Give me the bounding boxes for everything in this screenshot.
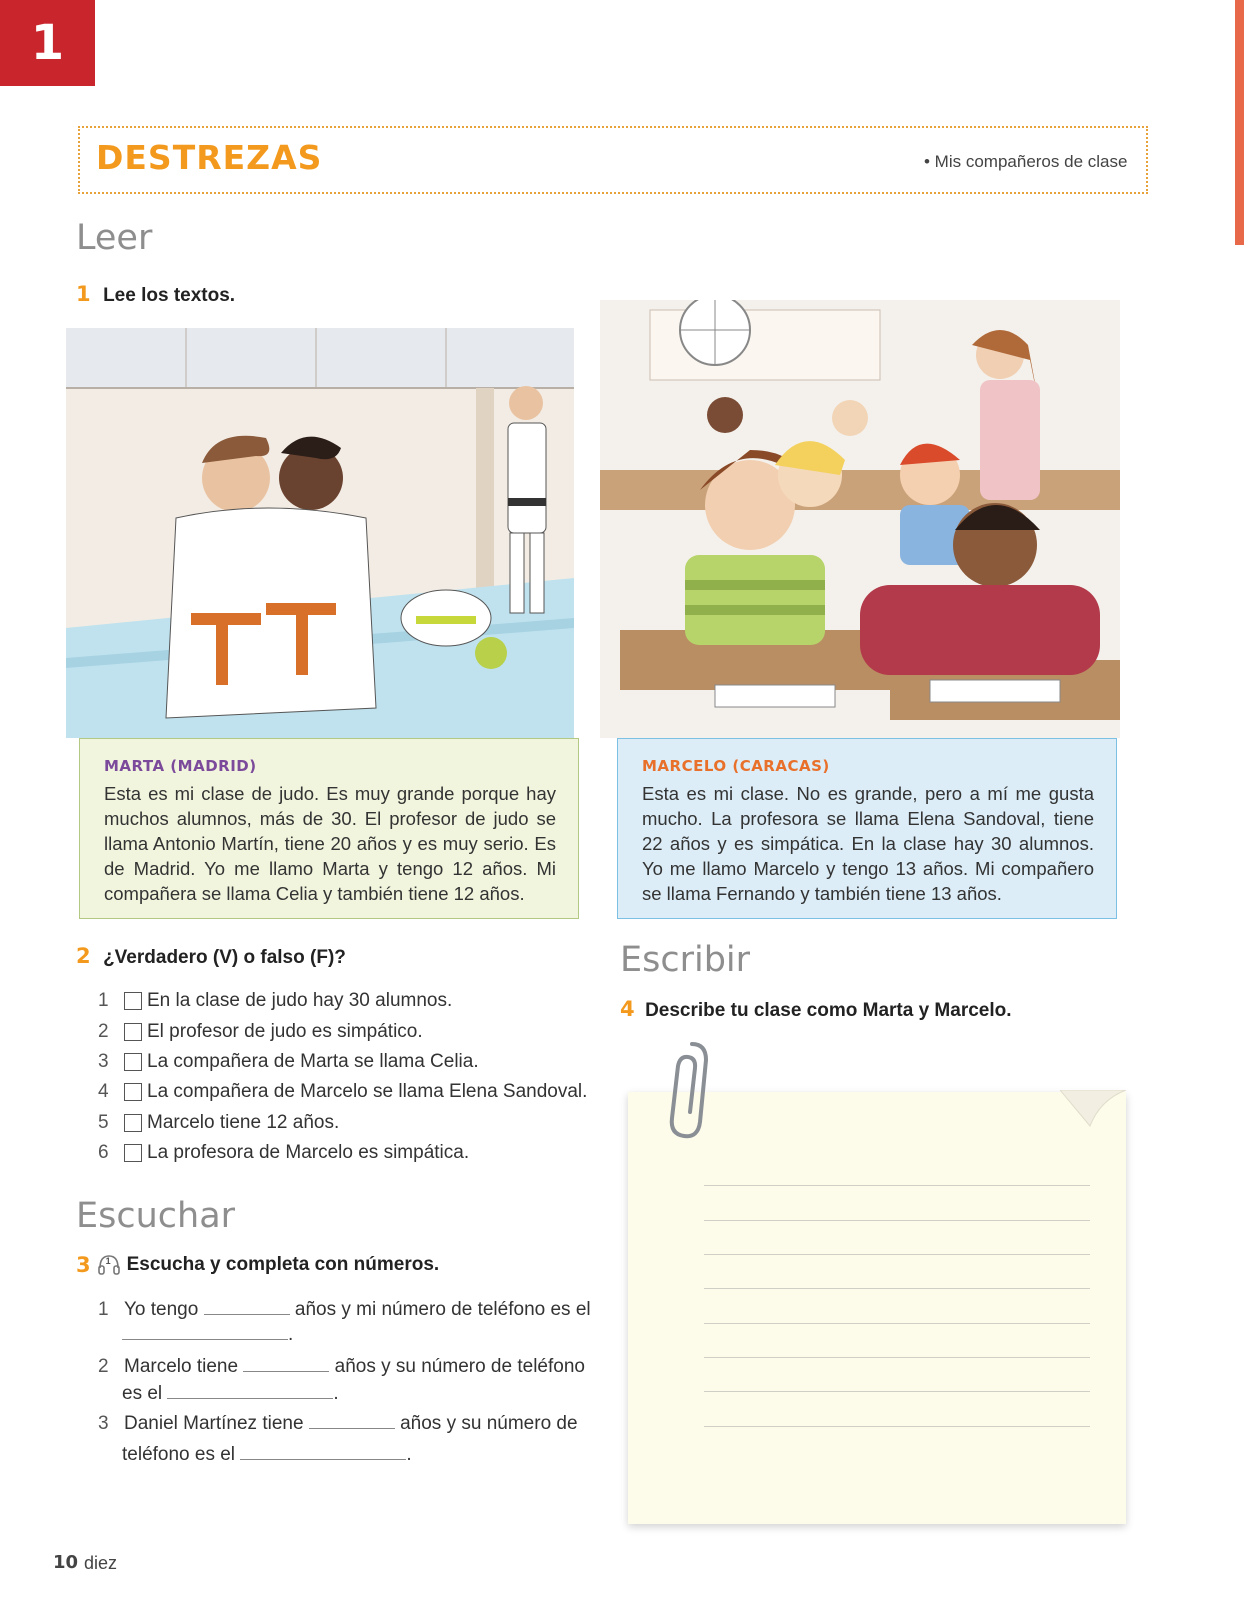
item-text: En la clase de judo hay 30 alumnos. (147, 990, 453, 1012)
exercise-1 (76, 282, 235, 307)
list-item (98, 1016, 588, 1046)
exercise-instruction: Escucha y completa con números. (126, 1254, 440, 1275)
answer-blank[interactable] (122, 1338, 288, 1340)
writing-line[interactable] (704, 1357, 1090, 1358)
text-body-marcelo: Esta es mi clase. No es grande, pero a mí me gusta mucho. La profesora se llama Elena Sandoval, tiene 22 años y es simpática. En la clase hay 30 alumnos. Yo me llamo Marcelo y tengo 13 años. Mi compañero se llama Fernando y también tiene 13 años. (642, 783, 1094, 904)
exercise-number: 2 (76, 944, 91, 968)
fill-item-2 (98, 1356, 585, 1378)
answer-checkbox[interactable] (124, 1114, 142, 1132)
exercise-instruction: Describe tu clase como Marta y Marcelo. (645, 1000, 1012, 1021)
page-number: 10 (53, 1552, 79, 1573)
item-text: La profesora de Marcelo es simpática. (147, 1142, 470, 1164)
exercise-number: 1 (76, 282, 91, 306)
item-number: 1 (98, 990, 109, 1012)
answer-blank[interactable] (309, 1427, 395, 1429)
writing-line[interactable] (704, 1323, 1090, 1324)
text-title-marcelo: MARCELO (CARACAS) (642, 757, 830, 775)
paperclip-icon (662, 1040, 712, 1142)
exercise-number: 3 (76, 1253, 91, 1277)
exercise-instruction: ¿Verdadero (V) o falso (F)? (103, 947, 346, 968)
writing-note-paper[interactable] (628, 1092, 1126, 1524)
exercise-instruction: Lee los textos. (103, 285, 236, 306)
item-text: Marcelo tiene (124, 1356, 239, 1377)
fill-item-1 (98, 1299, 591, 1321)
answer-checkbox[interactable] (124, 1023, 142, 1041)
item-text: La compañera de Marcelo se llama Elena Sandoval. (147, 1081, 588, 1103)
list-item (98, 1138, 588, 1168)
list-item (98, 1047, 588, 1077)
item-number: 6 (98, 1142, 109, 1164)
answer-blank[interactable] (240, 1458, 406, 1460)
item-text: teléfono es el (122, 1444, 236, 1465)
list-item (98, 986, 588, 1016)
writing-line[interactable] (704, 1391, 1090, 1392)
skills-title: DESTREZAS (96, 138, 323, 177)
writing-line[interactable] (704, 1288, 1090, 1289)
exercise-3 (76, 1253, 439, 1277)
item-number: 2 (98, 1356, 109, 1377)
answer-blank[interactable] (167, 1397, 333, 1399)
item-number: 3 (98, 1413, 109, 1434)
track-number: 1 (105, 1256, 111, 1266)
answer-checkbox[interactable] (124, 1083, 142, 1101)
item-number: 1 (98, 1299, 109, 1320)
classroom-illustration (600, 300, 1120, 738)
writing-line[interactable] (704, 1185, 1090, 1186)
exercise-number: 4 (620, 997, 635, 1021)
answer-blank[interactable] (204, 1313, 290, 1315)
section-heading-escribir: Escribir (620, 940, 751, 980)
fill-item-2-line2 (122, 1383, 339, 1405)
writing-line[interactable] (704, 1220, 1090, 1221)
writing-line[interactable] (704, 1426, 1090, 1427)
item-number: 4 (98, 1081, 109, 1103)
writing-line[interactable] (704, 1254, 1090, 1255)
fill-item-3-line2 (122, 1444, 412, 1466)
headphones-icon (97, 1253, 121, 1277)
fill-item-3 (98, 1413, 578, 1435)
item-text: El profesor de judo es simpático. (147, 1020, 423, 1042)
list-item (98, 1108, 588, 1138)
item-text: Daniel Martínez tiene (124, 1413, 304, 1434)
fill-item-1-line2 (122, 1324, 293, 1346)
item-text: La compañera de Marta se llama Celia. (147, 1050, 479, 1072)
list-item (98, 1077, 588, 1107)
item-text: . (333, 1383, 339, 1404)
item-text: . (406, 1444, 412, 1465)
text-box-marcelo (617, 738, 1117, 919)
true-false-list (98, 986, 588, 1168)
item-text: años y mi número de teléfono es el (294, 1299, 591, 1320)
item-text: Marcelo tiene 12 años. (147, 1111, 340, 1133)
item-text: . (288, 1324, 294, 1345)
answer-blank[interactable] (243, 1370, 329, 1372)
section-heading-escuchar: Escuchar (76, 1196, 236, 1236)
exercise-2 (76, 944, 346, 969)
item-number: 5 (98, 1111, 109, 1133)
item-text: años y su número de (400, 1413, 578, 1434)
answer-checkbox[interactable] (124, 1144, 142, 1162)
item-number: 2 (98, 1020, 109, 1042)
item-text: es el (122, 1383, 163, 1404)
page-number-word: diez (84, 1553, 118, 1573)
section-heading-leer: Leer (76, 218, 153, 258)
exercise-4 (620, 997, 1012, 1022)
answer-checkbox[interactable] (124, 1053, 142, 1071)
unit-number-tab: 1 (0, 0, 95, 86)
skills-topic: • Mis compañeros de clase (924, 152, 1128, 171)
answer-checkbox[interactable] (124, 992, 142, 1010)
text-title-marta: MARTA (MADRID) (104, 757, 257, 775)
item-number: 3 (98, 1050, 109, 1072)
judo-class-illustration (66, 328, 574, 738)
text-box-marta (79, 738, 579, 919)
text-body-marta: Esta es mi clase de judo. Es muy grande porque hay muchos alumnos, más de 30. El profesor de judo se llama Antonio Martín, tiene 20 años y es muy serio. Es de Madrid. Yo me llamo Marta y tengo 12 años. Mi compañera se llama Celia y también tiene 12 años. (104, 783, 556, 904)
item-text: años y su número de teléfono (334, 1356, 585, 1377)
paper-curl (1060, 1090, 1130, 1130)
edge-color-strip (1235, 0, 1244, 245)
item-text: Yo tengo (124, 1299, 199, 1320)
